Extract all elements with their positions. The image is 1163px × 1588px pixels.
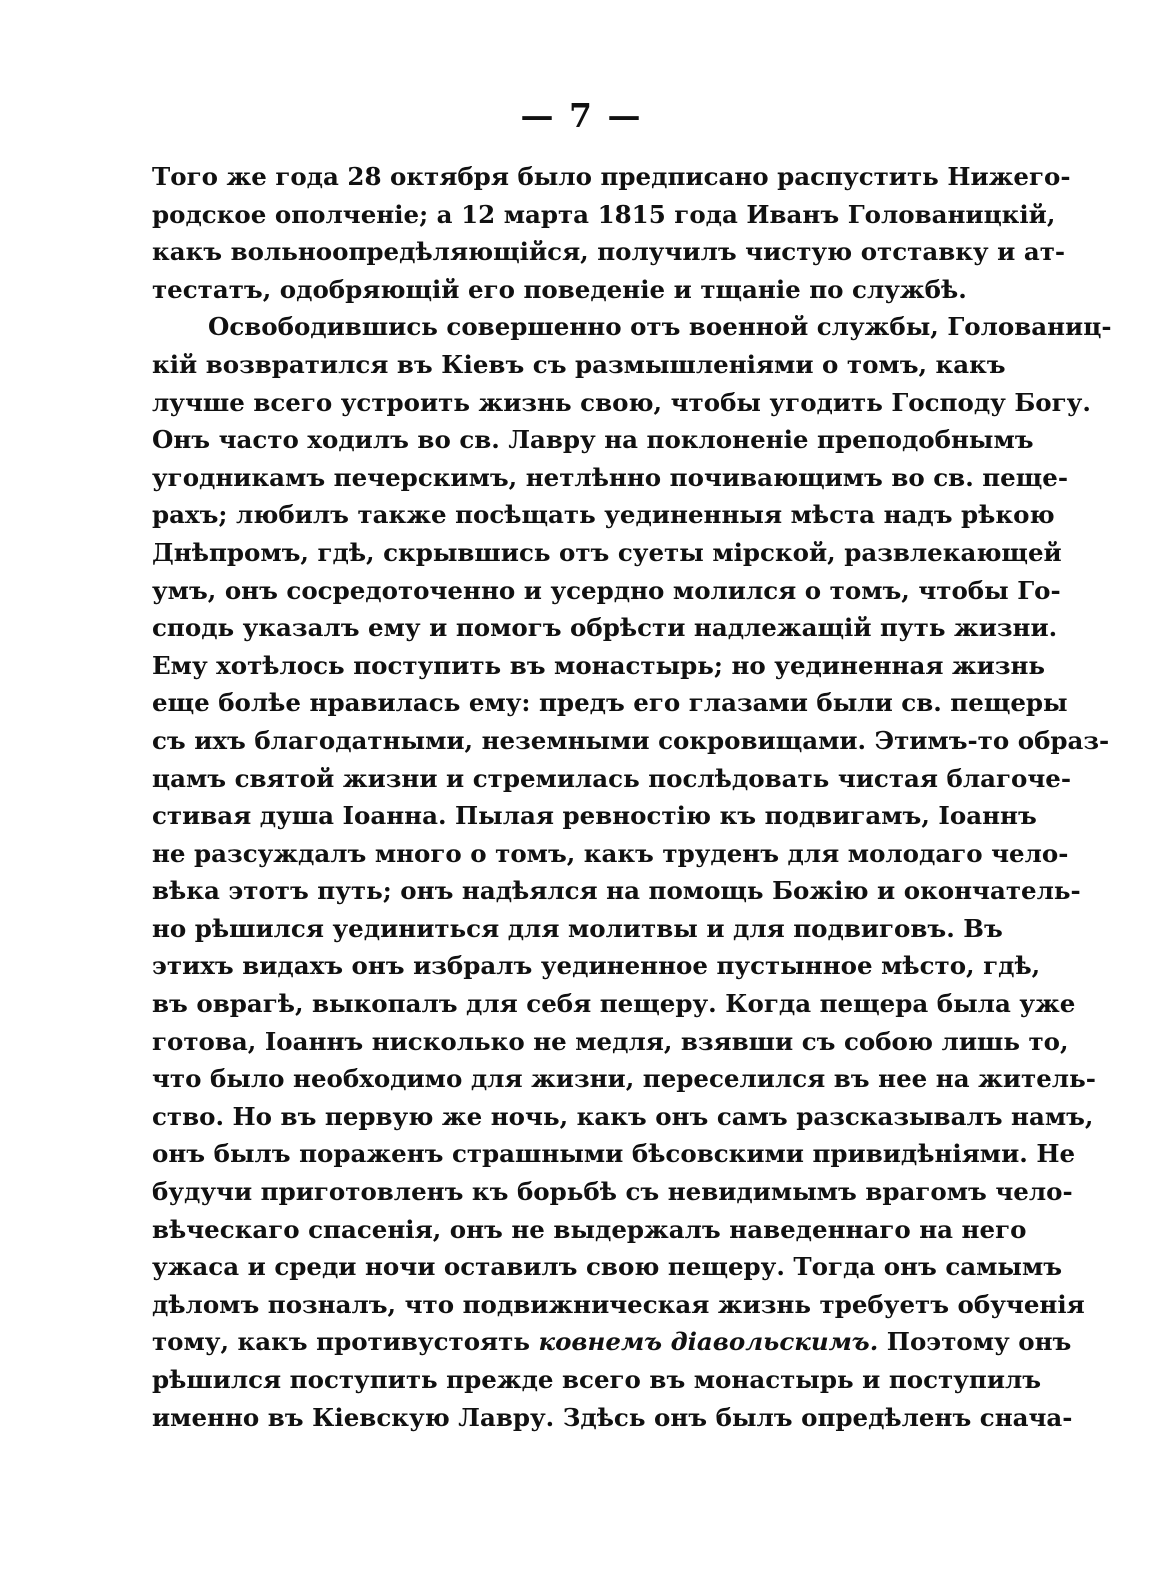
text-line-with-italic	[152, 1323, 1072, 1361]
text-line: Днѣпромъ, гдѣ, скрывшись отъ суеты мірской, развлекающей	[152, 537, 1062, 567]
text-line: ужаса и среди ночи оставилъ свою пещеру. Тогда онъ самымъ	[152, 1252, 1063, 1282]
text-line: кій возвратился въ Кіевъ съ размышленіями о томъ, какъ	[152, 349, 1006, 379]
text-line: онъ былъ пораженъ страшными бѣсовскими привидѣніями. Не	[152, 1139, 1076, 1169]
text-line: Онъ часто ходилъ во св. Лавру на поклоненіе преподобнымъ	[152, 425, 1034, 455]
text-line: вѣка этотъ путь; онъ надѣялся на помощь Божію и окончатель-	[152, 876, 1081, 906]
text-line: въ оврагѣ, выкопалъ для себя пещеру. Когда пещера была уже	[152, 989, 1076, 1019]
line-31-end: Поэтому онъ	[878, 1327, 1072, 1357]
text-line: Того же года 28 октября было предписано распустить Нижего-	[152, 162, 1071, 191]
text-line: этихъ видахъ онъ избралъ уединенное пустынное мѣсто, гдѣ,	[152, 951, 1041, 981]
text-line: угодникамъ печерскимъ, нетлѣнно почивающимъ во св. пеще-	[152, 462, 1069, 492]
text-line: дѣломъ позналъ, что подвижническая жизнь требуетъ обученія	[152, 1289, 1085, 1319]
text-line: съ ихъ благодатными, неземными сокровищами. Этимъ-то образ-	[152, 725, 1110, 755]
text-line: Ему хотѣлось поступить въ монастырь; но уединенная жизнь	[152, 650, 1046, 680]
text-line: еще болѣе нравилась ему: предъ его глазами были св. пещеры	[152, 688, 1068, 718]
paragraph-start-line: Освободившись совершенно отъ военной службы, Голованиц-	[208, 312, 1112, 342]
page-number: — 7 —	[520, 96, 643, 135]
text-line: готова, Іоаннъ нисколько не медля, взявши съ собою лишь то,	[152, 1026, 1069, 1056]
text-line: цамъ святой жизни и стремилась послѣдовать чистая благоче-	[152, 763, 1072, 793]
text-line: будучи приготовленъ къ борьбѣ съ невидимымъ врагомъ чело-	[152, 1177, 1073, 1207]
text-line: какъ вольноопредѣляющійся, получилъ чистую отставку и ат-	[152, 237, 1066, 267]
text-line: сподь указалъ ему и помогъ обрѣсти надлежащій путь жизни.	[152, 613, 1058, 643]
text-line: умъ, онъ сосредоточенно и усердно молился о томъ, чтобы Го-	[152, 575, 1061, 605]
text-line: родское ополченіе; а 12 марта 1815 года Иванъ Голованицкій,	[152, 199, 1056, 229]
text-line: именно въ Кіевскую Лавру. Здѣсь онъ былъ опредѣленъ снача-	[152, 1402, 1073, 1432]
text-line: вѣческаго спасенія, онъ не выдержалъ наведеннаго на него	[152, 1214, 1027, 1244]
text-line: рахъ; любилъ также посѣщать уединенныя мѣста надъ рѣкою	[152, 500, 1055, 530]
italic-phrase: ковнемъ діавольскимъ.	[538, 1327, 879, 1357]
text-line: но рѣшился уединиться для молитвы и для подвиговъ. Въ	[152, 913, 1003, 943]
text-line: рѣшился поступить прежде всего въ монастырь и поступилъ	[152, 1365, 1042, 1394]
text-line: стивая душа Іоанна. Пылая ревностію къ подвигамъ, Іоаннъ	[152, 801, 1037, 831]
line-31-start: тому, какъ противустоять	[152, 1327, 539, 1357]
text-line: не разсуждалъ много о томъ, какъ труденъ для молодаго чело-	[152, 838, 1069, 868]
text-line: лучше всего устроить жизнь свою, чтобы угодить Господу Богу.	[152, 387, 1091, 417]
text-line: что было необходимо для жизни, переселился въ нее на житель-	[152, 1064, 1096, 1094]
paragraph-end-line: тестатъ, одобряющій его поведеніе и тщаніе по службѣ.	[152, 274, 967, 304]
body-text	[152, 158, 1112, 1436]
text-line: ство. Но въ первую же ночь, какъ онъ самъ разсказывалъ намъ,	[152, 1101, 1094, 1131]
